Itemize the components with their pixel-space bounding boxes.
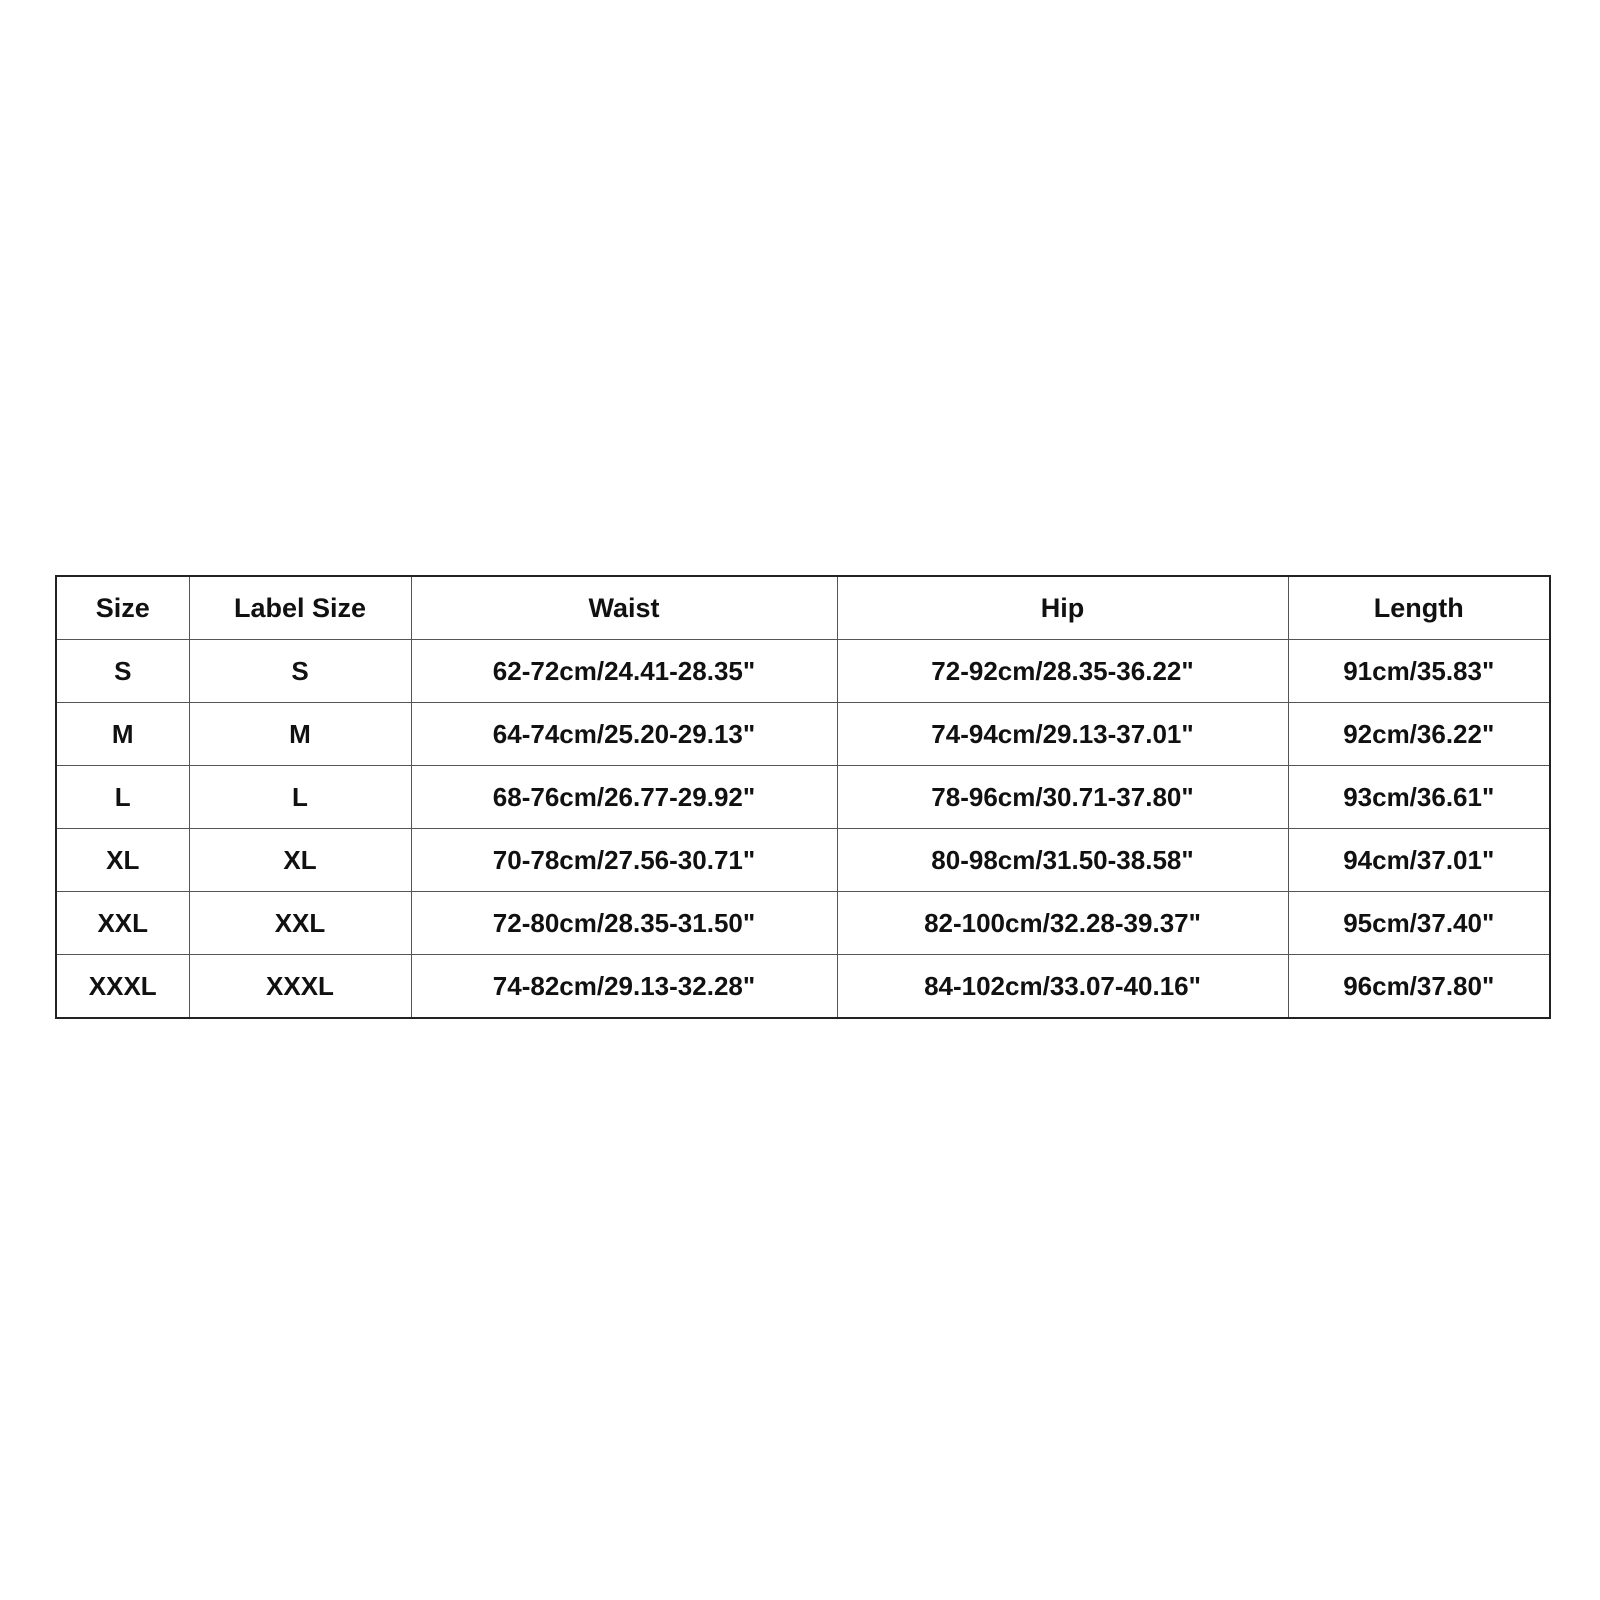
table-row xyxy=(56,703,1550,766)
cell-label-size: L xyxy=(189,766,411,829)
cell-waist: 70-78cm/27.56-30.71" xyxy=(411,829,837,892)
cell-waist: 62-72cm/24.41-28.35" xyxy=(411,640,837,703)
header-size: Size xyxy=(56,576,189,640)
cell-waist: 72-80cm/28.35-31.50" xyxy=(411,892,837,955)
cell-label-size: XL xyxy=(189,829,411,892)
cell-length: 95cm/37.40" xyxy=(1288,892,1550,955)
cell-size: L xyxy=(56,766,189,829)
cell-length: 93cm/36.61" xyxy=(1288,766,1550,829)
header-length: Length xyxy=(1288,576,1550,640)
header-waist: Waist xyxy=(411,576,837,640)
cell-hip: 84-102cm/33.07-40.16" xyxy=(837,955,1288,1019)
cell-hip: 82-100cm/32.28-39.37" xyxy=(837,892,1288,955)
size-chart-table xyxy=(55,575,1551,1019)
cell-hip: 78-96cm/30.71-37.80" xyxy=(837,766,1288,829)
cell-hip: 80-98cm/31.50-38.58" xyxy=(837,829,1288,892)
table-row xyxy=(56,829,1550,892)
table-row xyxy=(56,892,1550,955)
table-row xyxy=(56,640,1550,703)
cell-length: 92cm/36.22" xyxy=(1288,703,1550,766)
cell-hip: 74-94cm/29.13-37.01" xyxy=(837,703,1288,766)
cell-label-size: XXL xyxy=(189,892,411,955)
cell-size: M xyxy=(56,703,189,766)
header-hip: Hip xyxy=(837,576,1288,640)
table-header-row xyxy=(56,576,1550,640)
cell-waist: 64-74cm/25.20-29.13" xyxy=(411,703,837,766)
cell-length: 94cm/37.01" xyxy=(1288,829,1550,892)
cell-size: XXL xyxy=(56,892,189,955)
cell-length: 96cm/37.80" xyxy=(1288,955,1550,1019)
table-row xyxy=(56,766,1550,829)
cell-waist: 68-76cm/26.77-29.92" xyxy=(411,766,837,829)
header-label-size: Label Size xyxy=(189,576,411,640)
cell-label-size: S xyxy=(189,640,411,703)
cell-size: XL xyxy=(56,829,189,892)
cell-label-size: M xyxy=(189,703,411,766)
cell-size: S xyxy=(56,640,189,703)
cell-length: 91cm/35.83" xyxy=(1288,640,1550,703)
cell-hip: 72-92cm/28.35-36.22" xyxy=(837,640,1288,703)
cell-size: XXXL xyxy=(56,955,189,1019)
cell-label-size: XXXL xyxy=(189,955,411,1019)
table-row xyxy=(56,955,1550,1019)
cell-waist: 74-82cm/29.13-32.28" xyxy=(411,955,837,1019)
